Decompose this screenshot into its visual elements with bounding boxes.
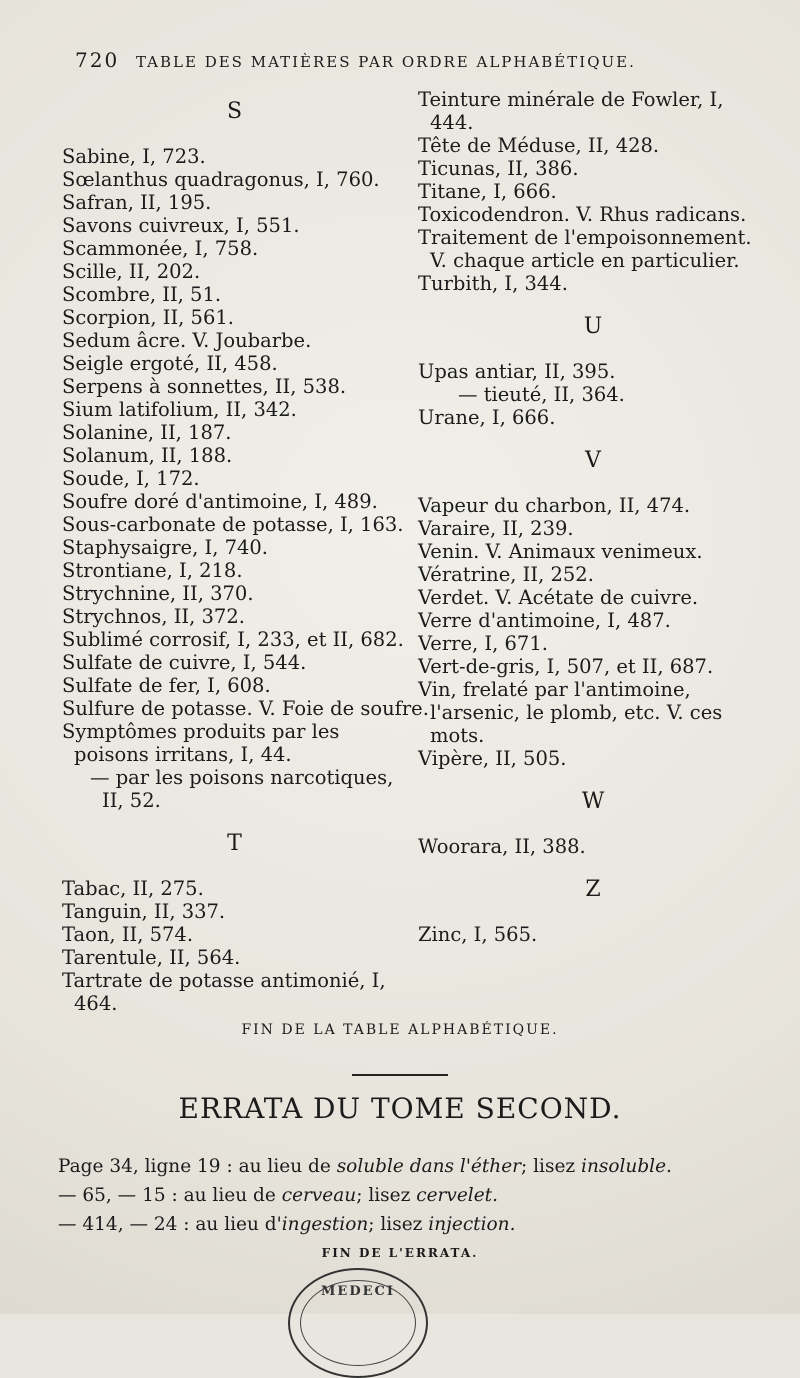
index-entry: Scorpion, II, 561.	[62, 306, 234, 329]
errata-line	[58, 1152, 758, 1181]
index-entry: Upas antiar, II, 395.	[418, 360, 616, 383]
index-entry: Taon, II, 574.	[62, 923, 194, 946]
index-entry: Symptômes produits par les poisons irritans, I, 44.	[62, 720, 340, 766]
errata-prefix: au lieu de	[238, 1156, 331, 1177]
index-entry: Staphysaigre, I, 740.	[62, 536, 269, 559]
entries-s	[62, 145, 429, 812]
index-entry: Strychnine, II, 370.	[62, 582, 254, 605]
errata-line	[58, 1210, 758, 1239]
errata-right: cervelet.	[416, 1185, 498, 1206]
index-entry: Vipère, II, 505.	[418, 747, 567, 770]
errata-prefix: au lieu de	[183, 1185, 276, 1206]
index-entry: Safran, II, 195.	[62, 191, 212, 214]
errata-wrong: ingestion	[281, 1214, 369, 1235]
entries-v	[418, 494, 768, 770]
errata-ref: — 414, — 24 :	[58, 1214, 190, 1235]
index-entry: Scombre, II, 51.	[62, 283, 222, 306]
index-entry: Vert-de-gris, I, 507, et II, 687.	[418, 655, 714, 678]
index-entry: Vératrine, II, 252.	[418, 563, 594, 586]
index-entry: Verdet. V. Acétate de cuivre.	[418, 586, 699, 609]
errata-title: ERRATA DU TOME SECOND.	[178, 1092, 622, 1125]
section-letter-z: Z	[585, 877, 601, 902]
index-entry: Serpens à sonnettes, II, 538.	[62, 375, 347, 398]
index-entry: Strontiane, I, 218.	[62, 559, 243, 582]
section-letter-t: T	[227, 831, 242, 856]
index-entry: Savons cuivreux, I, 551.	[62, 214, 300, 237]
errata-right: injection.	[428, 1214, 516, 1235]
errata-ref: — 65, — 15 :	[58, 1185, 178, 1206]
index-entry: Sulfate de fer, I, 608.	[62, 674, 271, 697]
index-entry: Scammonée, I, 758.	[62, 237, 259, 260]
index-entry: Vapeur du charbon, II, 474.	[418, 494, 691, 517]
errata-wrong: soluble dans l'éther	[336, 1156, 521, 1177]
section-letter-s: S	[226, 99, 243, 124]
index-entry: Soude, I, 172.	[62, 467, 200, 490]
index-entry: Sabine, I, 723.	[62, 145, 206, 168]
index-entry: Tête de Méduse, II, 428.	[418, 134, 660, 157]
index-entry: — tieuté, II, 364.	[458, 383, 625, 406]
library-stamp	[288, 1268, 428, 1378]
index-entry: Venin. V. Animaux venimeux.	[418, 540, 703, 563]
index-entry: Soufre doré d'antimoine, I, 489.	[62, 490, 378, 513]
index-entry: Sulfate de cuivre, I, 544.	[62, 651, 307, 674]
index-entry: Woorara, II, 388.	[418, 835, 586, 858]
index-entry: Solanum, II, 188.	[62, 444, 233, 467]
right-column	[418, 88, 768, 946]
end-of-errata-note: FIN DE L'ERRATA.	[321, 1246, 479, 1260]
section-letter-u: U	[583, 314, 603, 339]
index-entry: Sœlanthus quadragonus, I, 760.	[62, 168, 380, 191]
index-entry: Sublimé corrosif, I, 233, et II, 682.	[62, 628, 404, 651]
running-title: TABLE DES MATIÈRES PAR ORDRE ALPHABÉTIQUE.	[135, 53, 636, 71]
index-entry: Teinture minérale de Fowler, I, 444.	[418, 88, 724, 134]
index-entry: Strychnos, II, 372.	[62, 605, 245, 628]
index-entry: Sium latifolium, II, 342.	[62, 398, 297, 421]
index-entry: Vin, frelaté par l'antimoine, l'arsenic, le plomb, etc. V. ces mots.	[418, 678, 723, 747]
errata-mid: ; lisez	[356, 1185, 411, 1206]
section-letter-w: W	[581, 789, 605, 814]
stamp-text: MEDECI	[321, 1284, 395, 1299]
index-entry: Verre d'antimoine, I, 487.	[418, 609, 671, 632]
index-entry: Titane, I, 666.	[418, 180, 557, 203]
index-entry: Verre, I, 671.	[418, 632, 548, 655]
entries-w	[418, 835, 768, 858]
errata-right: insoluble.	[581, 1156, 672, 1177]
errata-prefix: au lieu d'	[195, 1214, 282, 1235]
entries-z	[418, 923, 768, 946]
index-entry: Zinc, I, 565.	[418, 923, 538, 946]
index-entry: Solanine, II, 187.	[62, 421, 232, 444]
index-entry: Urane, I, 666.	[418, 406, 556, 429]
page-header	[75, 48, 715, 72]
index-entry: Tarentule, II, 564.	[62, 946, 241, 969]
errata-list	[58, 1152, 758, 1239]
errata-mid: ; lisez	[521, 1156, 576, 1177]
index-entry: Seigle ergoté, II, 458.	[62, 352, 278, 375]
divider-rule	[352, 1074, 448, 1076]
index-entry: Tartrate de potasse antimonié, I, 464.	[62, 969, 386, 1015]
index-entry: Ticunas, II, 386.	[418, 157, 579, 180]
entries-t-continued	[418, 88, 768, 295]
index-entry: Tabac, II, 275.	[62, 877, 204, 900]
index-entry: Traitement de l'empoisonnement. V. chaque article en particulier.	[418, 226, 752, 272]
end-of-table-note: FIN DE LA TABLE ALPHABÉTIQUE.	[241, 1022, 559, 1038]
index-entry: Turbith, I, 344.	[418, 272, 568, 295]
index-entry: — par les poisons narcotiques, II, 52.	[90, 766, 394, 812]
index-entry: Scille, II, 202.	[62, 260, 201, 283]
section-letter-v: V	[585, 448, 601, 473]
errata-mid: ; lisez	[368, 1214, 423, 1235]
index-entry: Varaire, II, 239.	[418, 517, 574, 540]
page-number: 720	[75, 48, 120, 72]
errata-ref: Page 34, ligne 19 :	[58, 1156, 233, 1177]
index-entry: Sulfure de potasse. V. Foie de soufre.	[62, 697, 429, 720]
index-entry: Sedum âcre. V. Joubarbe.	[62, 329, 312, 352]
errata-wrong: cerveau	[281, 1185, 357, 1206]
errata-line	[58, 1181, 758, 1210]
left-column	[62, 90, 429, 1015]
index-entry: Toxicodendron. V. Rhus radicans.	[418, 203, 747, 226]
index-entry: Tanguin, II, 337.	[62, 900, 226, 923]
entries-t	[62, 877, 407, 1015]
index-entry: Sous-carbonate de potasse, I, 163.	[62, 513, 404, 536]
entries-u	[418, 360, 768, 429]
